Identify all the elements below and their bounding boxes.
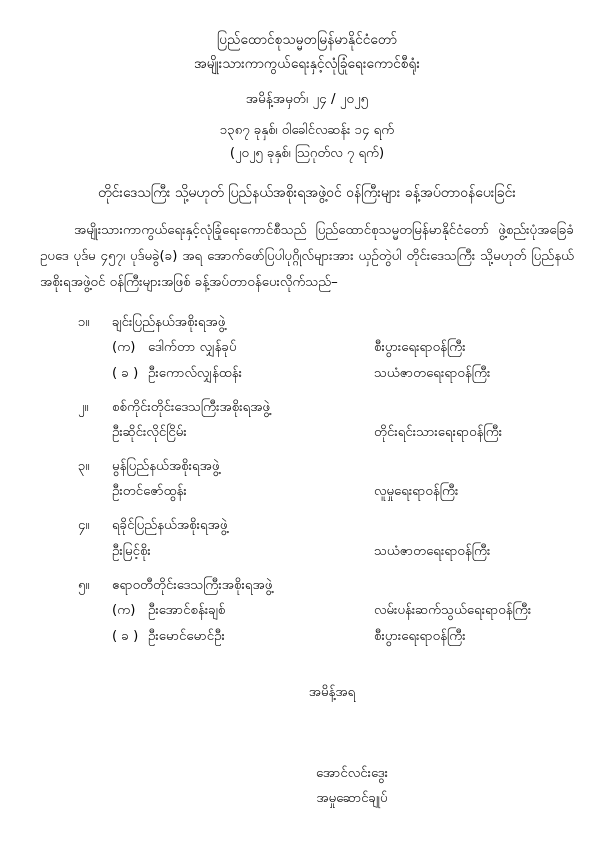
- member-post: လမ်းပန်းဆက်သွယ်ရေးရာဝန်ကြီး: [374, 602, 532, 618]
- member-post: စီးပွားရေးရာဝန်ကြီး: [374, 628, 466, 644]
- member-post: လူမှုရေးရာဝန်ကြီး: [374, 484, 459, 500]
- header-line-2: အမျိုးသားကာကွယ်ရေးနှင့်လုံခြုံရေးကောင်စီရုံး: [194, 56, 420, 73]
- appointment-list: [40, 310, 574, 650]
- document-title: တိုင်းဒေသကြီး သို့မဟုတ် ပြည်နယ်အစိုးရအဖွဲ့ဝင် ဝန်ကြီးများ ခန့်အပ်တာဝန်ပေးခြင်း: [98, 185, 516, 202]
- signature-block: [40, 684, 574, 812]
- group-number: ၂။: [78, 400, 89, 416]
- member-name: ဦးဆိုင်းလိုင်ငြိမ်း: [112, 425, 187, 441]
- paragraph-text: အမျိုးသားကာကွယ်ရေးနှင့်လုံခြုံရေးကောင်စီသည် ပြည်ထောင်စုသမ္မတမြန်မာနိုင်ငံတော် ဖွဲ့စည်းပုံအခြေခံဥပဒေ ပုဒ်မ ၄၅၇၊ ပုဒ်မခွဲ(ခ) အရ အောက်ဖော်ပြပါပုဂ္ဂိုလ်များအား ယှဉ်တွဲပါ တိုင်းဒေသကြီး သို့မဟုတ် ပြည်နယ်အစိုးရအဖွဲ့ဝင် ဝန်ကြီးများအဖြစ် ခန့်အပ်တာဝန်ပေးလိုက်သည်–: [40, 223, 574, 290]
- member-post: တိုင်းရင်းသားရေးရာဝန်ကြီး: [374, 425, 503, 441]
- group-item: [40, 454, 574, 505]
- group-heading: [40, 573, 574, 598]
- group-name: ချင်းပြည်နယ်အစိုးရအဖွဲ့: [112, 314, 226, 330]
- date-line-gregorian: (၂၀၂၅ ခုနှစ်၊ သြဂုတ်လ ၇ ရက်): [229, 145, 385, 161]
- member-post: စီးပွားရေးရာဝန်ကြီး: [374, 340, 466, 356]
- member-mark: ( ခ ): [112, 628, 139, 644]
- date-line-burmese: ၁၃၈၇ ခုနှစ်၊ ဝါခေါင်လဆန်း ၁၄ ရက်: [219, 123, 395, 139]
- group-item: [40, 395, 574, 446]
- member-row: [40, 539, 574, 565]
- signatory-position: အမှုဆောင်ချုပ်: [316, 790, 388, 806]
- group-item: [40, 513, 574, 564]
- body-paragraph: [40, 218, 574, 296]
- member-name: ဒေါက်တာ လျှန်ခုပ်: [148, 340, 237, 356]
- group-number: ၄။: [78, 518, 90, 534]
- member-row: [40, 361, 574, 387]
- group-name: ဧရာဝတီတိုင်းဒေသကြီးအစိုးရအဖွဲ့: [112, 577, 273, 593]
- group-name: မွန်ပြည်နယ်အစိုးရအဖွဲ့: [112, 459, 220, 475]
- group-number: ၅။: [78, 577, 90, 593]
- member-name: ဦးအောင်စန်းချစ်: [148, 602, 226, 618]
- member-name: ဦးမောင်မောင်ဦး: [148, 628, 225, 644]
- header-line-1: ပြည်ထောင်စုသမ္မတမြန်မာနိုင်ငံတော်: [216, 32, 398, 48]
- group-number: ၃။: [78, 459, 90, 475]
- group-heading: [40, 310, 574, 335]
- member-mark: ( ခ ): [112, 366, 139, 382]
- member-row: [40, 624, 574, 650]
- group-number: ၁။: [78, 314, 90, 330]
- member-mark: (က): [112, 602, 136, 618]
- member-name: ဦးကောလ်လျှန်ထန်း: [148, 366, 243, 382]
- member-post: သယံဇာတရေးရာဝန်ကြီး: [374, 543, 491, 559]
- group-name: စစ်ကိုင်းတိုင်းဒေသကြီးအစိုးရအဖွဲ့: [112, 400, 271, 416]
- group-heading: [40, 513, 574, 538]
- member-row: [40, 598, 574, 624]
- signatory-name: အောင်လင်းဒွေး: [316, 765, 388, 781]
- group-heading: [40, 454, 574, 479]
- member-name: ဦးမြင့်စိုး: [112, 543, 151, 559]
- member-name: ဦးတင်ဇော်ထွန်း: [112, 484, 187, 500]
- group-name: ရခိုင်ပြည်နယ်အစိုးရအဖွဲ့: [112, 518, 228, 534]
- group-item: [40, 573, 574, 650]
- member-row: [40, 335, 574, 361]
- member-mark: (က): [112, 340, 136, 356]
- member-row: [40, 479, 574, 505]
- by-order-label: အမိန့်အရ: [308, 684, 356, 700]
- group-item: [40, 310, 574, 387]
- member-post: သယံဇာတရေးရာဝန်ကြီး: [374, 366, 491, 382]
- order-number: အမိန့်အမှတ်၊ ၂၄ / ၂၀၂၅: [245, 91, 369, 108]
- member-row: [40, 420, 574, 446]
- group-heading: [40, 395, 574, 420]
